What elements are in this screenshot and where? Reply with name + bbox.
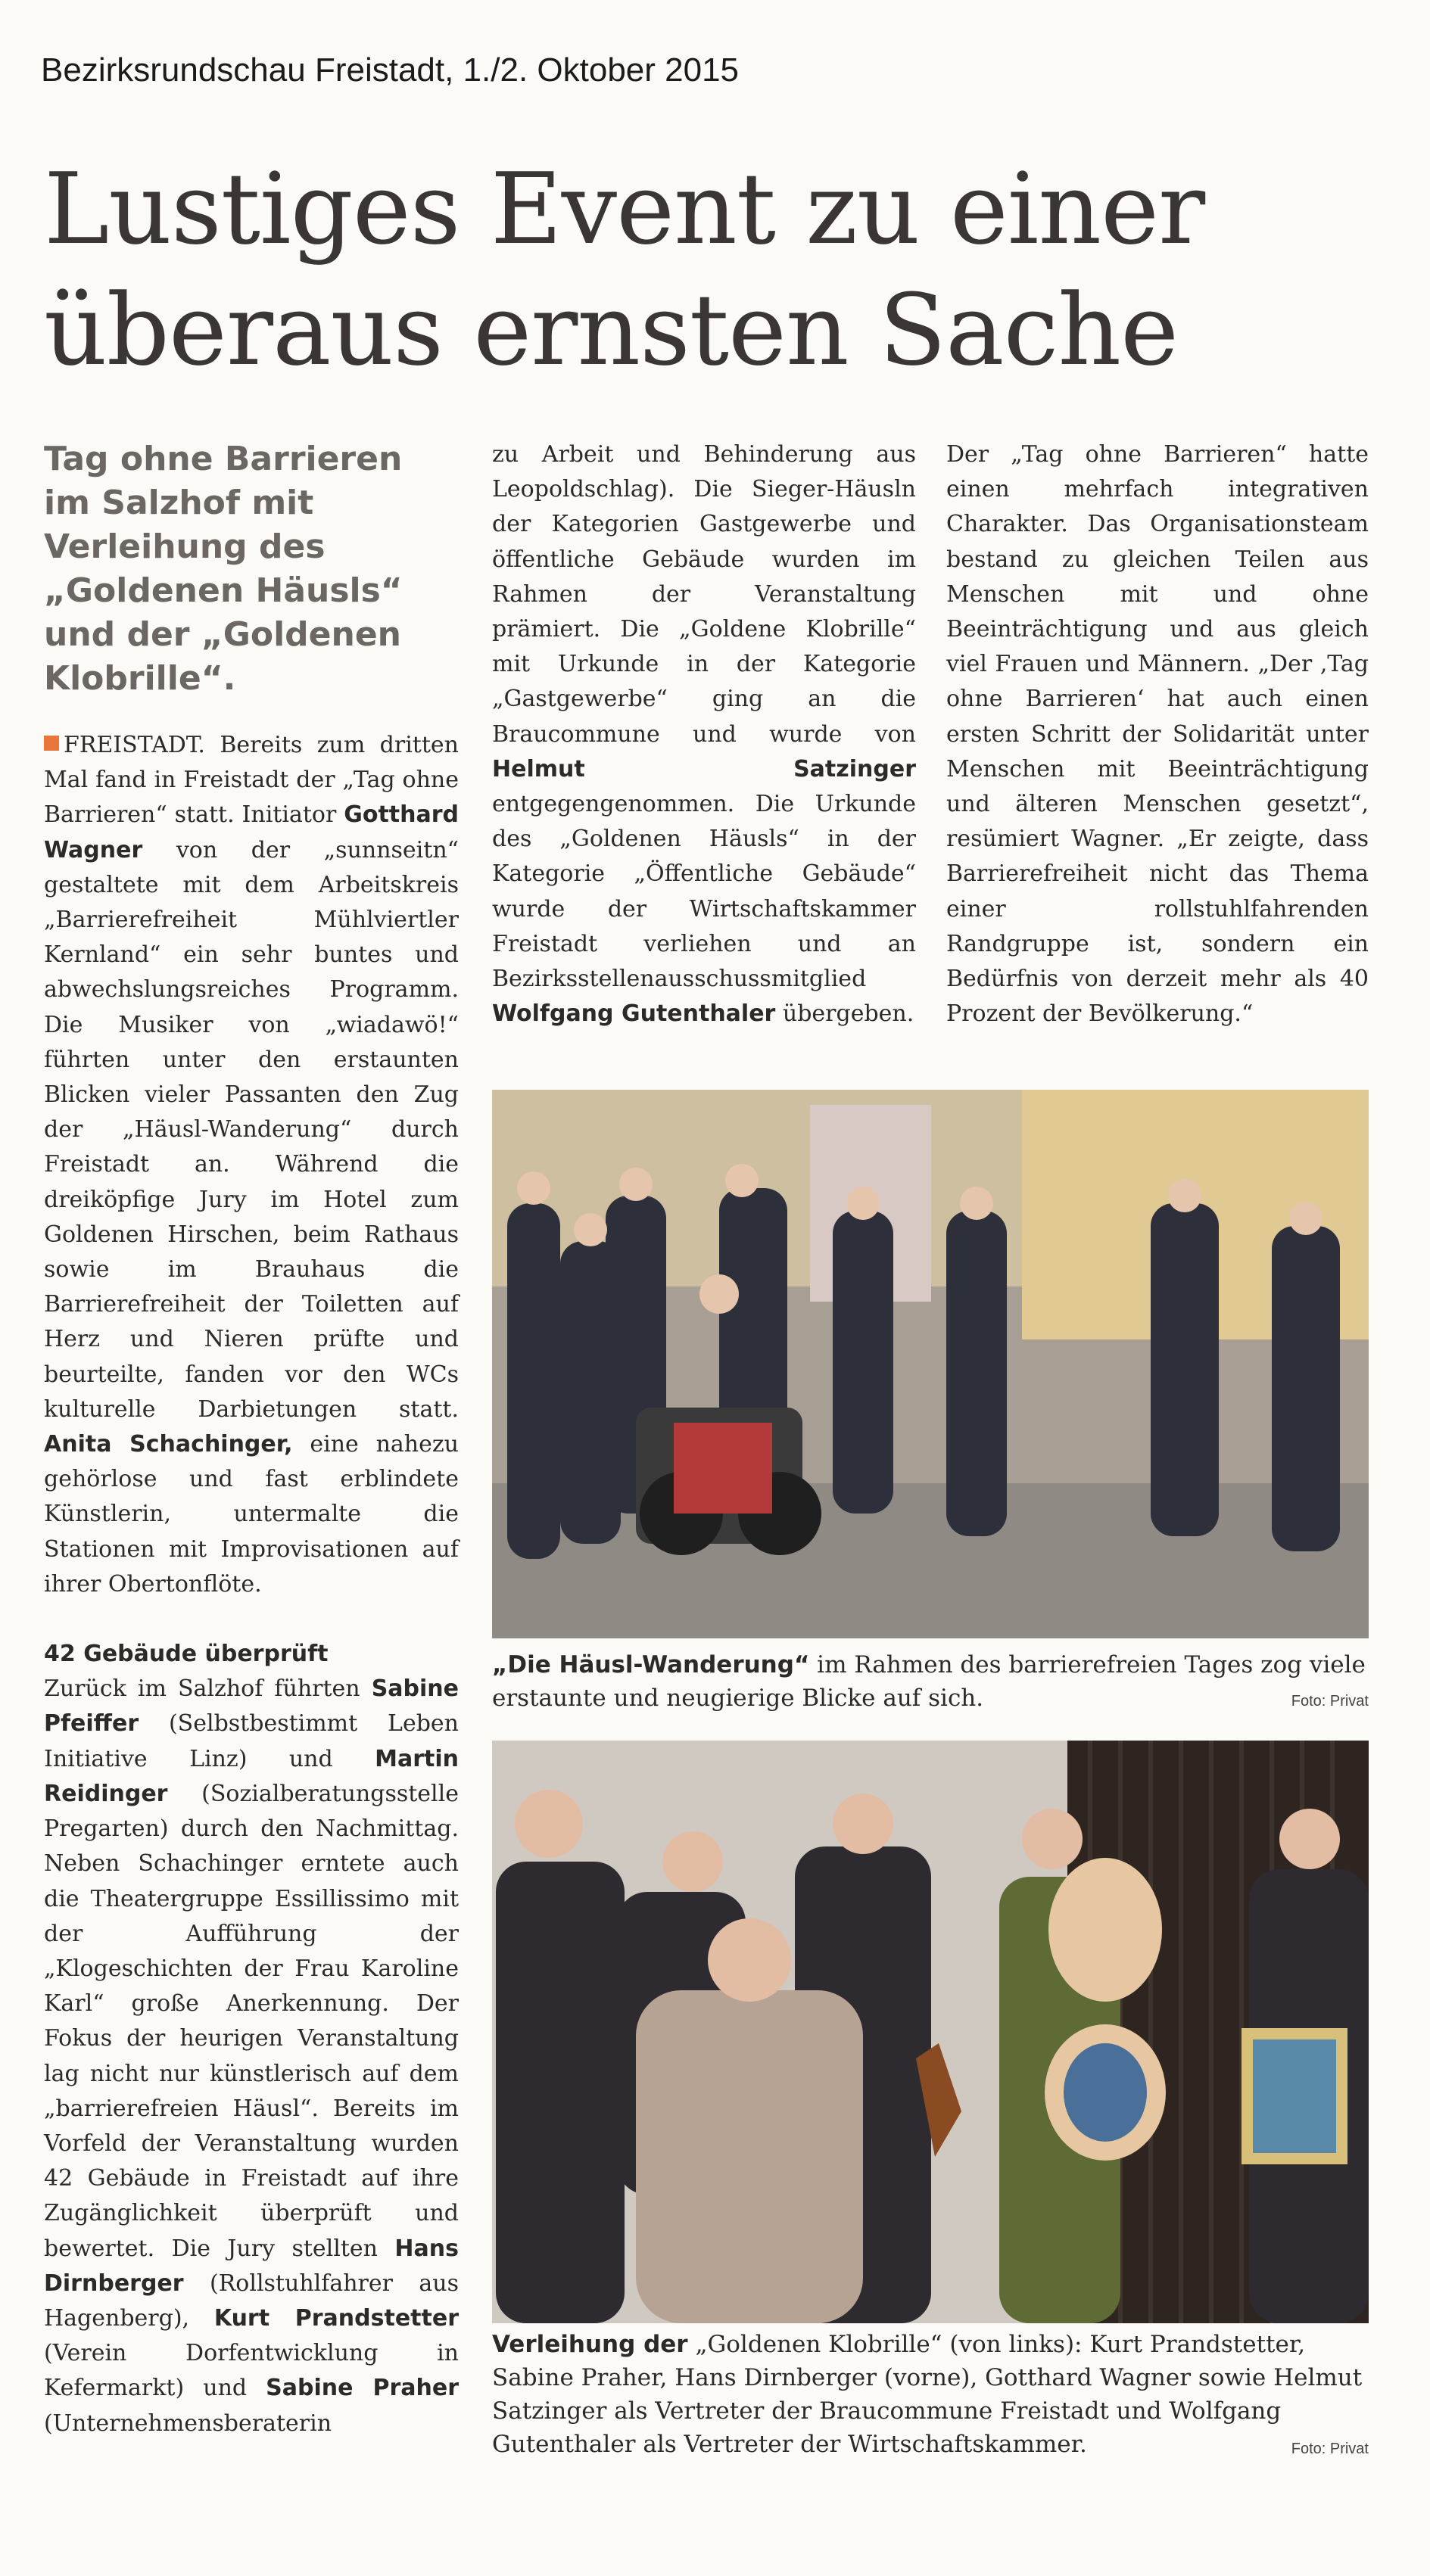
dateline: FREISTADT.: [64, 732, 205, 758]
text-span: (Verein Dorfentwicklung in Kefermarkt) und: [44, 2340, 459, 2402]
paragraph-2: [44, 1672, 459, 2441]
text-span: Bereits zum dritten Mal fand in Freistadt der „Tag ohne Barrieren“ statt. Initiator: [44, 732, 459, 829]
article-column-3: [946, 437, 1369, 1031]
text-span: Zurück im Salzhof führten: [44, 1675, 372, 1703]
photo-2-credit: Foto: Privat: [1291, 2441, 1369, 2457]
text-span: von der „sunnseitn“ gestaltete mit dem Arbeitskreis „Barrierefreiheit Mühlviertler Kernland“ ein sehr buntes und abwechslungsreiches Programm. Die Musiker von „wiadawö!“ führten unter den erstaunten Blicken vieler Passanten den Zug der „Häusl-Wanderung“ durch Freistadt an. Während die dreiköpfige Jury im Hotel zum Goldenen Hirschen, beim Rathaus sowie im Brauhaus die Barrierefreiheit der Toiletten auf Herz und Nieren prüfte und beurteilte, fanden vor den WCs kulturelle Darbietungen statt.: [44, 836, 459, 1423]
person-name: Sabine Pfeiffer: [44, 1675, 459, 1738]
photo-1-credit: Foto: Privat: [1291, 1693, 1369, 1710]
text-span: (Rollstuhlfahrer aus Hagenberg),: [44, 2270, 459, 2332]
photo-1-illustration: [492, 1090, 1369, 1638]
lead-text: Tag ohne Barrieren im Salzhof mit Verleihung des „Goldenen Häusls“ und der „Goldenen Klobrille“.: [44, 440, 403, 698]
person-name: Hans Dirnberger: [44, 2235, 459, 2297]
publication-source: Bezirksrundschau Freistadt, 1./2. Oktober 2015: [41, 51, 740, 89]
subheading: 42 Gebäude überprüft: [44, 1641, 329, 1668]
person-name: Sabine Praher: [266, 2375, 459, 2402]
photo-1-caption: [492, 1648, 1369, 1715]
text-span: entgegengenommen. Die Urkunde des „Goldenen Häusls“ in der Kategorie „Öffentliche Gebäude“ wurde der Wirtschaftskammer Freistadt verliehen und an Bezirksstellenausschussmitglied: [492, 791, 916, 993]
text-span: (Unternehmensberaterin: [44, 2410, 332, 2437]
paragraph-3: [492, 437, 916, 1031]
headline-line-2: überaus ernsten Sache: [44, 272, 1179, 387]
caption-bold: Verleihung der: [492, 2331, 688, 2358]
text-span: (Selbstbestimmt Leben Initiative Linz) und: [44, 1710, 459, 1772]
photo-hausl-wanderung: [492, 1090, 1369, 1638]
photo-klobrille-award: [492, 1741, 1369, 2323]
text-span: übergeben.: [775, 1000, 914, 1028]
text-span: zu Arbeit und Behinderung aus Leopoldschlag). Die Sieger-Häusln der Kategorien Gastgewerbe und öffentliche Gebäude wurden im Rahmen der Veranstaltung prämiert. Die „Goldene Klobrille“ mit Urkunde in der Kategorie „Gastgewerbe“ ging an die Braucommune und wurde von: [492, 441, 916, 748]
article-column-2: [492, 437, 916, 1031]
person-name: Helmut Satzinger: [492, 755, 916, 782]
headline: [44, 148, 1376, 390]
caption-text: „Goldenen Klobrille“ (von links): Kurt Prandstetter, Sabine Praher, Hans Dirnberger (vorne), Gotthard Wagner sowie Helmut Satzinger als Vertreter der Braucommune Freistadt und Wolfgang Gutenthaler als Vertreter der Wirtschaftskammer.: [492, 2331, 1363, 2458]
person-name: Martin Reidinger: [44, 1745, 459, 1807]
paragraph-4: Der „Tag ohne Barrieren“ hatte einen mehrfach integrativen Charakter. Das Organisationsteam bestand zu gleichen Teilen aus Menschen mit und ohne Beeinträchtigung und aus gleich viel Frauen und Männern. „Der ‚Tag ohne Barrieren‘ hat auch einen ersten Schritt der Solidarität unter Menschen mit Beeinträchtigung und älteren Menschen gesetzt“, resümiert Wagner. „Er zeigte, dass Barrierefreiheit nicht das Thema einer rollstuhlfahrenden Randgruppe ist, sondern ein Bedürfnis von derzeit mehr als 40 Prozent der Bevölkerung.“: [946, 441, 1369, 1028]
person-name: Wolfgang Gutenthaler: [492, 1000, 776, 1028]
photo-2-caption: [492, 2328, 1369, 2461]
caption-text: im Rahmen des barrierefreien Tages zog viele erstaunte und neugierige Blicke auf sich.: [492, 1651, 1366, 1712]
text-span: eine nahezu gehörlose und fast erblindete Künstlerin, untermalte die Stationen mit Improvisationen auf ihrer Obertonflöte.: [44, 1431, 460, 1598]
dateline-marker-icon: [44, 736, 59, 751]
person-name: Gotthard Wagner: [44, 801, 459, 863]
text-span: (Sozialberatungsstelle Pregarten) durch den Nachmittag. Neben Schachinger erntete auch die Theatergruppe Essillissimo mit der Aufführung der „Klogeschichten der Frau Karoline Karl“ große Anerkennung. Der Fokus der heurigen Veranstaltung lag nicht nur künstlerisch auf dem „barrierefreien Häusl“. Bereits im Vorfeld der Veranstaltung wurden 42 Gebäude in Freistadt auf ihre Zugänglichkeit überprüft und bewertet. Die Jury stellten: [44, 1780, 459, 2262]
person-name: Kurt Prandstetter: [213, 2304, 459, 2332]
caption-bold: „Die Häusl-Wanderung“: [492, 1651, 810, 1678]
headline-line-1: Lustiges Event zu einer: [44, 151, 1205, 266]
photo-2-illustration: [492, 1741, 1369, 2323]
person-name: Anita Schachinger,: [44, 1431, 293, 1458]
article-column-1: [44, 437, 459, 2441]
paragraph-1: [44, 728, 459, 1602]
